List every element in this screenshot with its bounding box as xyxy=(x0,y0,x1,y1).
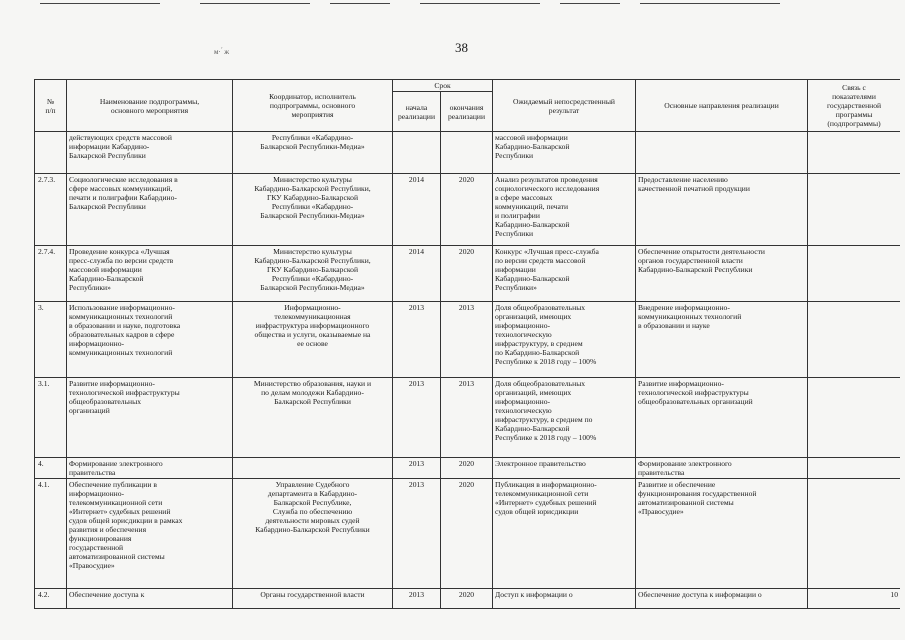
scan-top-line-1 xyxy=(40,3,160,4)
table-row xyxy=(35,302,901,378)
row-num: 3.1. xyxy=(35,378,67,458)
row-start: 2013 xyxy=(393,589,441,609)
row-name: Формирование электронного правительства xyxy=(67,458,233,479)
table-row xyxy=(35,589,901,609)
program-table-wrapper xyxy=(34,79,900,640)
header-coordinator: Координатор, исполнитель подпрограммы, основного мероприятия xyxy=(233,80,393,132)
row-coordinator: Управление Судебного департамента в Кабардино- Балкарской Республике, Служба по обеспечению деятельности мировых судей Кабардино-Балкарской Республики xyxy=(233,479,393,589)
row-link xyxy=(808,174,900,246)
row-name: Обеспечение публикации в информационно- телекоммуникационной сети «Интернет» судебных решений судов общей юрисдикции в рамках развития и обеспечения функционирования государственной автоматизированной системы «Правосудие» xyxy=(67,479,233,589)
header-end: окончания реализации xyxy=(441,92,493,132)
row-start: 2014 xyxy=(393,174,441,246)
table-row xyxy=(35,246,901,302)
row-result: Доступ к информации о xyxy=(493,589,636,609)
header-term: Срок xyxy=(393,80,493,92)
header-name: Наименование подпрограммы, основного мероприятия xyxy=(67,80,233,132)
row-coordinator: Министерство культуры Кабардино-Балкарской Республики, ГКУ Кабардино-Балкарской Республики «Кабардино- Балкарской Республики-Медиа» xyxy=(233,246,393,302)
row-result: Доля общеобразовательных организаций, имеющих информационно- технологическую инфраструктуру, в среднем по Кабардино-Балкарской Республике к 2018 году – 100% xyxy=(493,302,636,378)
row-coordinator: Органы государственной власти xyxy=(233,589,393,609)
scan-top-line-3 xyxy=(330,3,390,4)
row-num: 2.7.3. xyxy=(35,174,67,246)
row-result: Доля общеобразовательных организаций, имеющих информационно- технологическую инфраструктуру, в среднем по Кабардино-Балкарской Республике к 2018 году – 100% xyxy=(493,378,636,458)
row-name: Социологические исследования в сфере массовых коммуникаций, печати и полиграфии Кабардино- Балкарской Республики xyxy=(67,174,233,246)
row-link xyxy=(808,479,900,589)
row-coordinator: Министерство культуры Кабардино-Балкарской Республики, ГКУ Кабардино-Балкарской Республики «Кабардино- Балкарской Республики-Медиа» xyxy=(233,174,393,246)
row-start: 2014 xyxy=(393,246,441,302)
page-number: 38 xyxy=(455,40,468,55)
row-end xyxy=(441,132,493,174)
row-num: 4.2. xyxy=(35,589,67,609)
row-start: 2013 xyxy=(393,302,441,378)
table-row xyxy=(35,458,901,479)
scan-top-line-5 xyxy=(560,3,620,4)
table-row xyxy=(35,132,901,174)
row-num: 4.1. xyxy=(35,479,67,589)
program-table xyxy=(34,79,900,609)
row-directions: Предоставление населению качественной печатной продукции xyxy=(636,174,808,246)
row-name: Обеспечение доступа к xyxy=(67,589,233,609)
row-num xyxy=(35,132,67,174)
row-result: массовой информации Кабардино-Балкарской Республики xyxy=(493,132,636,174)
scan-marks: м· ́ ж xyxy=(214,48,230,56)
row-start: 2013 xyxy=(393,458,441,479)
row-result: Анализ результатов проведения социологического исследования в сфере массовых коммуникаций, печати и полиграфии Кабардино-Балкарской Республики xyxy=(493,174,636,246)
row-directions: Формирование электронного правительства xyxy=(636,458,808,479)
row-link xyxy=(808,132,900,174)
row-end: 2013 xyxy=(441,302,493,378)
row-directions: Обеспечение открытости деятельности органов государственной власти Кабардино-Балкарской Республики xyxy=(636,246,808,302)
row-name: Развитие информационно- технологической инфраструктуры общеобразовательных организаций xyxy=(67,378,233,458)
row-start xyxy=(393,132,441,174)
row-end: 2020 xyxy=(441,246,493,302)
row-name: действующих средств массовой информации Кабардино- Балкарской Республики xyxy=(67,132,233,174)
header-result: Ожидаемый непосредственный результат xyxy=(493,80,636,132)
row-num: 2.7.4. xyxy=(35,246,67,302)
row-result: Конкурс «Лучшая пресс-служба по версии средств массовой информации Кабардино-Балкарской Республики» xyxy=(493,246,636,302)
row-link xyxy=(808,302,900,378)
table-row xyxy=(35,479,901,589)
header-directions: Основные направления реализации xyxy=(636,80,808,132)
table-row xyxy=(35,174,901,246)
row-end: 2020 xyxy=(441,479,493,589)
row-directions xyxy=(636,132,808,174)
row-coordinator: Информационно- телекоммуникационная инфраструктура информационного общества и услуги, оказываемые на ее основе xyxy=(233,302,393,378)
row-num: 4. xyxy=(35,458,67,479)
header-num: № п/п xyxy=(35,80,67,132)
row-end: 2020 xyxy=(441,174,493,246)
row-directions: Развитие информационно- технологической инфраструктуры общеобразовательных организаций xyxy=(636,378,808,458)
header-link: Связь с показателями государственной программы (подпрограммы) xyxy=(808,80,900,132)
scan-top-line-2 xyxy=(200,3,310,4)
row-name: Проведение конкурса «Лучшая пресс-служба по версии средств массовой информации Кабардино-Балкарской Республики» xyxy=(67,246,233,302)
row-coordinator: Республики «Кабардино- Балкарской Республики-Медиа» xyxy=(233,132,393,174)
row-name: Использование информационно- коммуникационных технологий в образовании и науке, подготовка образовательных кадров в сфере информационно- коммуникационных технологий xyxy=(67,302,233,378)
row-directions: Обеспечение доступа к информации о xyxy=(636,589,808,609)
row-link: 10 xyxy=(808,589,900,609)
row-directions: Внедрение информационно- коммуникационных технологий в образовании и науке xyxy=(636,302,808,378)
scan-top-line-4 xyxy=(420,3,540,4)
row-link xyxy=(808,378,900,458)
row-directions: Развитие и обеспечение функционирования государственной автоматизированной системы «Правосудие» xyxy=(636,479,808,589)
row-end: 2013 xyxy=(441,378,493,458)
row-end: 2020 xyxy=(441,458,493,479)
row-end: 2020 xyxy=(441,589,493,609)
row-num: 3. xyxy=(35,302,67,378)
row-result: Электронное правительство xyxy=(493,458,636,479)
row-coordinator: Министерство образования, науки и по делам молодежи Кабардино- Балкарской Республики xyxy=(233,378,393,458)
row-result: Публикация в информационно- телекоммуникационной сети «Интернет» судебных решений судов общей юрисдикции xyxy=(493,479,636,589)
row-coordinator xyxy=(233,458,393,479)
row-link xyxy=(808,246,900,302)
row-start: 2013 xyxy=(393,378,441,458)
header-start: начала реализации xyxy=(393,92,441,132)
row-start: 2013 xyxy=(393,479,441,589)
row-link xyxy=(808,458,900,479)
scan-top-line-6 xyxy=(640,3,780,4)
table-row xyxy=(35,378,901,458)
